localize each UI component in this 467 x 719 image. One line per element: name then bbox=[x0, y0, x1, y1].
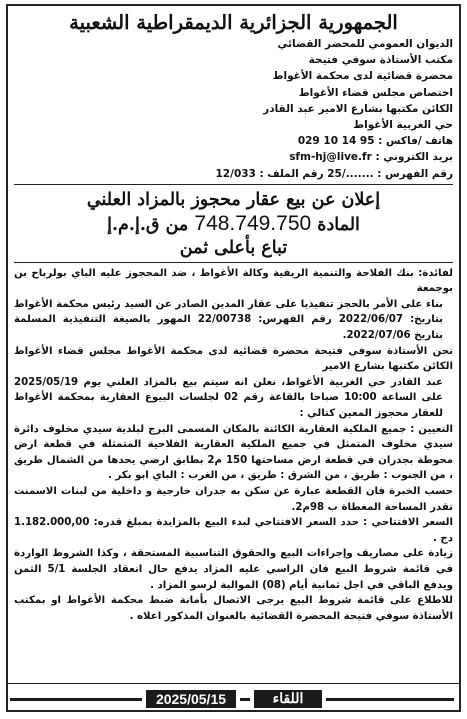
announcement-subtitle: تباع بأعلى ثمن bbox=[179, 237, 288, 258]
phone-label: هاتف /فاكس : bbox=[378, 135, 453, 148]
office-line: حي الغربية الأغواط bbox=[353, 119, 453, 132]
office-line: اختصاص مجلس قضاء الأغواط bbox=[298, 86, 453, 99]
article-number: 748.749.750 bbox=[194, 211, 312, 235]
notice-body bbox=[14, 266, 453, 625]
legal-notice bbox=[6, 4, 461, 712]
republic-title: الجمهورية الجزائرية الديمقراطية الشعبية bbox=[69, 11, 398, 34]
email-label: بريد الكتروني : bbox=[375, 151, 453, 164]
office-line: الديوان العمومي للمحضر القضائي bbox=[277, 38, 453, 50]
article-suffix: من ق.إ.م.إ bbox=[107, 214, 189, 235]
body-paragraph: نحن الأستاذة سوفي فتيحة محضرة قضائية لدى محكمة الأغواط مجلس قضاء الأغواط الكائن مكتبها بشارع الامير bbox=[14, 345, 453, 373]
body-paragraph: بناء على الأمر بالحجز تنفيذيا على عقار المدين الصادر عن السيد رئيس محكمة الأغواط بتاريخ: 2022/06/07 رقم الفهرس: 22/00738 المهور بالصيغة التنفيذية المسلمة بتاريخ 2022/07/06. bbox=[14, 298, 443, 341]
phone-line bbox=[14, 133, 453, 149]
body-paragraph: السعر الافتتاحي : حدد السعر الافتتاحي لبدء البيع بالمزايدة بمبلغ قدره: 1.182.000,00 دج . bbox=[14, 517, 453, 544]
announcement-title: إعلان عن بيع عقار محجوز بالمزاد العلني bbox=[86, 189, 381, 210]
body-paragraph: للاطلاع على قائمة شروط البيع يرجى الاتصال بأمانة ضبط محكمة الأغواط او بمكتب الأستاذة سوفي فتيحة المحضرة القضائية بالعنوان المذكور اعلاه . bbox=[14, 595, 453, 622]
office-line: الكائن مكتبها بشارع الامير عبد القادر bbox=[263, 102, 453, 115]
reference-line: رقم الفهرس : ......./25 رقم الملف : 12/033 bbox=[14, 166, 453, 185]
body-paragraph: حسب الخبرة فان القطعة عبارة عن سكن به جدران خارجية و داخلية من لبنات الاسمنت تقدر المساحة المغطاة ب 98م2. bbox=[14, 485, 453, 513]
body-paragraph: عبد القادر حي الغربية الأغواط، نعلن انه سيتم بيع بالمزاد العلني يوم 2025/05/19 على الساعة 10:00 صباحا بالقاعة رقم 02 لجلسات البيوع العقارية بمحكمة الأغواط للعقار محجوز المعين كتالي : bbox=[14, 376, 443, 419]
body-paragraph: زيادة على مصاريف وإجراءات البيع والحقوق التناسبية المستحقة ، وكذا الشروط الواردة في قائمة شروط البيع فان الراسي عليه المزاد يدفع حال انعقاد الجلسة 5/1 الثمن ويدفع الباقي في اجل ثمانية أيام (08) الموالية لرسو المزاد . bbox=[14, 548, 453, 591]
footer-bar-left bbox=[10, 698, 142, 701]
newspaper-name: اللقاء bbox=[254, 690, 322, 708]
office-header bbox=[14, 36, 453, 185]
office-line: مكتب الأستاذة سوفي فتيحة bbox=[308, 54, 453, 67]
body-paragraph: لفائدة: بنك الفلاحة والتنمية الريفية وكالة الأغواط ، ضد المحجوز عليه الباي بولرباح بن بوجمعة bbox=[14, 267, 453, 295]
article-prefix: المادة bbox=[317, 214, 360, 235]
footer-bar-right bbox=[326, 698, 454, 701]
email-line bbox=[14, 149, 453, 165]
article-line bbox=[14, 212, 453, 237]
newspaper-footer bbox=[6, 683, 461, 712]
publication-date: 2025/05/15 bbox=[146, 690, 236, 708]
office-line: محضرة قضائية لدى محكمة الأغواط bbox=[272, 70, 453, 83]
email-address: sfm-hj@live.fr bbox=[289, 151, 372, 164]
divider bbox=[14, 262, 453, 263]
footer-bar-middle bbox=[240, 698, 250, 701]
phone-number: 029 10 14 95 bbox=[297, 135, 375, 148]
body-paragraph: التعيين : جميع الملكية العقارية الكائنة بالمكان المسمى البرج لبلدية سيدي مخلوف دائرة سيدي مخلوف المتمثل في جميع الملكية العقارية الفلاحية المتمثلة في قطعة ارض محوطة بجدران في قطعة ارض مساحتها 150 م2 بطابق ارضي يحدها من الشمال طريق ، من الجنوب : طريق ، من الشرق : طريق ، من الغرب : الباي ابو بكر . bbox=[14, 423, 454, 482]
